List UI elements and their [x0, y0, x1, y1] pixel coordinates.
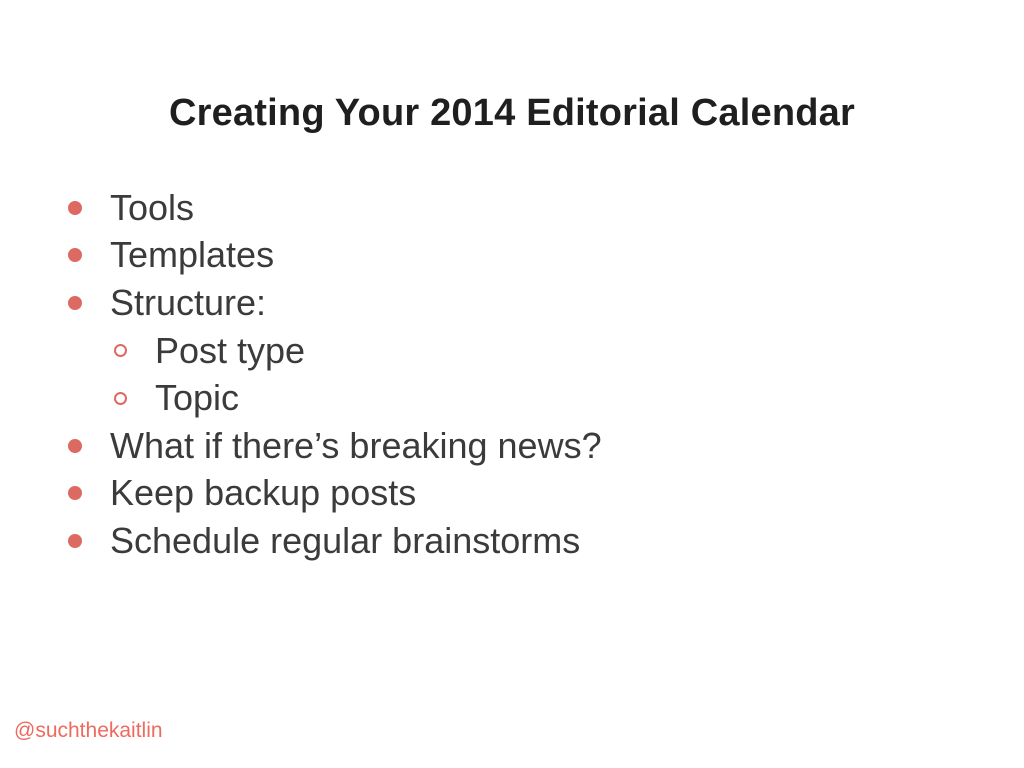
list-item-label: What if there’s breaking news? — [110, 424, 602, 466]
slide-title: Creating Your 2014 Editorial Calendar — [169, 92, 855, 134]
filled-bullet-icon — [68, 534, 82, 548]
list-item — [68, 279, 948, 327]
list-item — [68, 470, 948, 518]
hollow-bullet-icon — [114, 392, 127, 405]
filled-bullet-icon — [68, 439, 82, 453]
list-subitem — [114, 327, 948, 375]
filled-bullet-icon — [68, 486, 82, 500]
bullet-list — [68, 184, 948, 565]
list-item-label: Tools — [110, 186, 195, 228]
filled-bullet-icon — [68, 248, 82, 262]
list-item — [68, 422, 948, 470]
list-item-label: Post type — [155, 329, 306, 371]
list-item-label: Schedule regular brainstorms — [110, 519, 581, 561]
author-handle: @suchthekaitlin — [14, 719, 163, 742]
list-subitem — [114, 374, 948, 422]
filled-bullet-icon — [68, 201, 82, 215]
list-item — [68, 184, 948, 232]
list-item-label: Topic — [155, 377, 240, 419]
list-item — [68, 232, 948, 280]
hollow-bullet-icon — [114, 344, 127, 357]
list-item-label: Templates — [110, 234, 275, 276]
filled-bullet-icon — [68, 296, 82, 310]
list-item-label: Keep backup posts — [110, 472, 417, 514]
list-item-label: Structure: — [110, 281, 267, 323]
list-item — [68, 517, 948, 565]
